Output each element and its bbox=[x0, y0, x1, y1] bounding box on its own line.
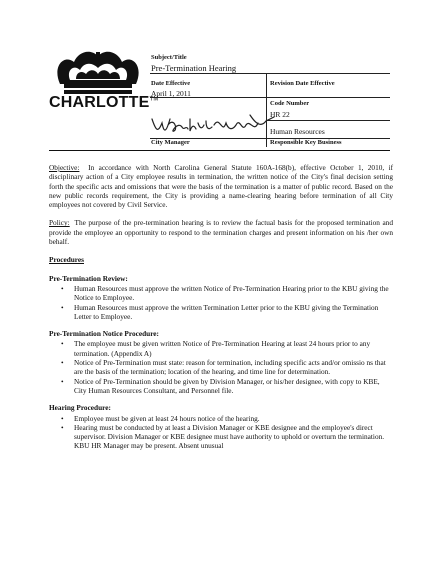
objective-line: is providing a name-clearing hearing before termination of all City employees not covered by bbox=[49, 190, 393, 210]
objective-line: 1, 2010, if disciplinary action of a City employee results in termination, the written notice of the bbox=[49, 163, 394, 182]
header-bottom-rule bbox=[49, 150, 390, 151]
header-rule-2 bbox=[150, 97, 390, 98]
objective-line: Civil Service. bbox=[127, 200, 168, 210]
objective-paragraph bbox=[49, 163, 393, 209]
policy-label: Policy: bbox=[49, 218, 70, 228]
code-number-label: Code Number bbox=[270, 100, 310, 107]
section-title: Hearing Procedure: bbox=[49, 403, 111, 413]
section-list bbox=[49, 284, 393, 321]
date-effective-label: Date Effective bbox=[151, 80, 191, 87]
code-number-value: HR 22 bbox=[270, 110, 290, 119]
subject-value: Pre-Termination Hearing bbox=[151, 63, 237, 73]
objective-line: In accordance with North Carolina General Statute 160A-168(b), effective October bbox=[88, 163, 354, 172]
section-title: Pre-Termination Notice Procedure: bbox=[49, 329, 159, 339]
subject-label: Subject/Title bbox=[151, 54, 187, 61]
header-rule-3 bbox=[266, 120, 390, 121]
header-rule-1 bbox=[150, 73, 390, 74]
section-list bbox=[49, 339, 393, 395]
section-title: Pre-Termination Review: bbox=[49, 273, 128, 283]
city-manager-label: City Manager bbox=[151, 139, 190, 146]
revision-date-label: Revision Date Effective bbox=[270, 80, 335, 87]
responsible-key-business-value: Human Resources bbox=[270, 127, 325, 136]
policy-line: The purpose of the pre-termination hearing is to review the factual basis for the bbox=[74, 218, 315, 228]
list-item: • The employee must be given written Notice of Pre-Termination Hearing at least 24 hours prior to any termination. (Appendix A) bbox=[49, 339, 393, 358]
policy-paragraph bbox=[49, 218, 393, 246]
list-item: • Hearing must be conducted by at least a Division Manager or KBE designee and the employee's direct supervisor. Division Manager or KBE designee must have authority to uphold or overturn the termination. KBU HR Manager may be present. Absent unusual bbox=[49, 423, 393, 451]
section-list bbox=[49, 414, 393, 451]
objective-line: City's final decision setting forth the specific acts and omissions that were the basis of the bbox=[49, 172, 394, 191]
list-item: • Employee must be given at least 24 hours notice of the hearing. bbox=[49, 414, 393, 423]
document-body bbox=[49, 163, 393, 459]
list-item: • Human Resources must approve the written Notice of Pre-Termination Hearing prior to the KBU giving the Notice to Employee. bbox=[49, 284, 393, 303]
policy-line: charges and present information on his /her own behalf. bbox=[49, 227, 394, 247]
responsible-key-business-label: Responsible Key Business bbox=[270, 139, 342, 146]
city-manager-signature bbox=[150, 111, 280, 137]
objective-line: termination is a matter of public record. Based on the new public records requirement, the City bbox=[49, 181, 393, 200]
procedures-heading: Procedures bbox=[49, 255, 84, 265]
list-item: • Notice of Pre-Termination must state: reason for termination, including specific acts and/or omissio ns that are the basis of the termination; location of the hearing, and time line for determination. bbox=[49, 358, 393, 377]
date-effective-value: April 1, 2011 bbox=[151, 89, 191, 98]
objective-label: Objective: bbox=[49, 163, 80, 172]
logo-wordmark: CHARLOTTE™ bbox=[49, 94, 159, 111]
list-item: • Human Resources must approve the written Termination Letter prior to the KBU giving the Termination Letter to Employee. bbox=[49, 303, 393, 322]
policy-line: proposed termination and provide the employee an opportunity to respond to the termination bbox=[49, 218, 393, 237]
list-item: • Notice of Pre-Termination should be given by Division Manager, or his/her designee, with copy to KBE, City Human Resources Consultant, and Personnel file. bbox=[49, 377, 393, 396]
